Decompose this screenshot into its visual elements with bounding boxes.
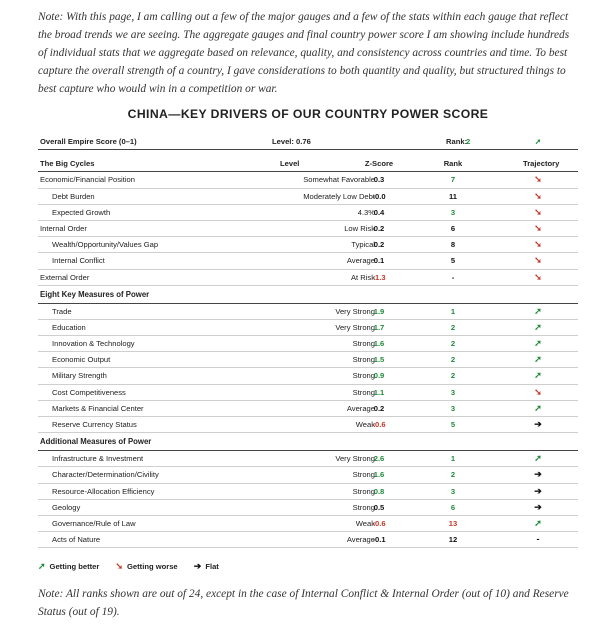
row-name: Economic/Financial Position bbox=[40, 175, 135, 185]
row-z-score: -0.6 bbox=[372, 420, 386, 429]
row-level: Strong bbox=[352, 371, 375, 381]
trajectory-icon: ➘ bbox=[534, 222, 542, 233]
row-level: Weak bbox=[355, 420, 375, 429]
trajectory-icon: ➚ bbox=[534, 321, 542, 332]
row-rank: 3 bbox=[450, 486, 456, 496]
row-name: Debt Burden bbox=[52, 191, 95, 201]
trajectory-icon: - bbox=[536, 534, 540, 545]
overall-rank-value: 2 bbox=[466, 137, 471, 146]
row-level: Strong bbox=[352, 339, 375, 349]
row-name: Internal Conflict bbox=[52, 256, 105, 266]
trajectory-icon: ➘ bbox=[534, 174, 542, 185]
row-name: Education bbox=[52, 322, 86, 332]
overall-score-row bbox=[38, 134, 578, 150]
trajectory-icon: ➚ bbox=[534, 402, 542, 413]
legend bbox=[38, 561, 233, 572]
legend-flat: ➔ Flat bbox=[193, 561, 219, 571]
eight-key-section-title bbox=[38, 286, 578, 304]
row-name: Military Strength bbox=[52, 371, 107, 381]
row-rank: 2 bbox=[450, 371, 456, 381]
row-name: Infrastructure & Investment bbox=[52, 454, 144, 464]
row-z-score: 1.6 bbox=[373, 470, 385, 480]
row-z-score: 1.6 bbox=[373, 339, 385, 349]
row-z-score: 2.6 bbox=[373, 454, 385, 464]
row-z-score: 0.8 bbox=[373, 486, 385, 496]
trajectory-icon: ➘ bbox=[534, 190, 542, 201]
trajectory-icon: ➚ bbox=[534, 354, 542, 365]
eight-key-section bbox=[38, 304, 578, 434]
row-z-score: -0.0 bbox=[372, 191, 386, 201]
row-level: Strong bbox=[352, 387, 375, 397]
row-rank: 2 bbox=[450, 355, 456, 365]
table-row bbox=[38, 205, 578, 221]
row-rank: 8 bbox=[450, 240, 456, 250]
row-name: Wealth/Opportunity/Values Gap bbox=[52, 240, 159, 250]
row-name: External Order bbox=[40, 272, 90, 282]
row-name: Cost Competitiveness bbox=[52, 387, 126, 397]
row-rank: 6 bbox=[450, 223, 456, 233]
row-rank: 12 bbox=[448, 535, 458, 545]
row-z-score: 0.3 bbox=[373, 175, 385, 185]
row-z-score: 0.2 bbox=[373, 403, 385, 413]
row-level: Strong bbox=[352, 486, 375, 496]
row-rank: - bbox=[451, 272, 455, 282]
arrow-up-icon: ➚ bbox=[38, 561, 46, 571]
row-name: Economic Output bbox=[52, 355, 111, 365]
table-title: CHINA—KEY DRIVERS OF OUR COUNTRY POWER SCORE bbox=[127, 107, 489, 121]
trajectory-icon: ➚ bbox=[534, 453, 542, 464]
row-z-score: 1.9 bbox=[373, 306, 385, 316]
row-rank: 5 bbox=[450, 420, 456, 429]
trajectory-icon: ➚ bbox=[534, 305, 542, 316]
row-z-score: 0.2 bbox=[373, 223, 385, 233]
additional-section bbox=[38, 451, 578, 548]
row-z-score: 0.2 bbox=[373, 240, 385, 250]
big-cycles-section bbox=[38, 172, 578, 285]
row-name: Markets & Financial Center bbox=[52, 403, 144, 413]
col-level-header: Level bbox=[280, 159, 300, 169]
legend-worse: ➘ Getting worse bbox=[115, 561, 178, 571]
row-z-score: -0.1 bbox=[372, 535, 386, 545]
power-score-table bbox=[38, 134, 578, 548]
row-level: Average bbox=[346, 403, 375, 413]
row-rank: 2 bbox=[450, 470, 456, 480]
row-level: Very Strong bbox=[335, 454, 375, 464]
table-row bbox=[38, 253, 578, 269]
row-name: Character/Determination/Civility bbox=[52, 470, 159, 480]
table-row bbox=[38, 385, 578, 401]
row-rank: 13 bbox=[448, 518, 458, 528]
arrow-right-icon: ➔ bbox=[193, 561, 202, 571]
row-name: Internal Order bbox=[40, 223, 87, 233]
table-row bbox=[38, 484, 578, 500]
eight-key-title: Eight Key Measures of Power bbox=[40, 289, 150, 299]
row-level: Moderately Low Debt bbox=[303, 191, 375, 201]
row-rank: 3 bbox=[450, 387, 456, 397]
trajectory-icon: ➔ bbox=[534, 485, 542, 496]
row-rank: 1 bbox=[450, 454, 456, 464]
row-z-score: 1.5 bbox=[373, 355, 385, 365]
trajectory-icon: ➘ bbox=[534, 206, 542, 217]
row-level: Average bbox=[346, 535, 375, 545]
table-row bbox=[38, 451, 578, 467]
row-level: 4.3% bbox=[357, 207, 375, 217]
row-rank: 2 bbox=[450, 339, 456, 349]
row-z-score: 1.1 bbox=[373, 387, 385, 397]
row-rank: 3 bbox=[450, 207, 456, 217]
column-header-row bbox=[38, 156, 578, 172]
trajectory-icon: ➔ bbox=[534, 419, 542, 429]
row-level: At Risk bbox=[350, 272, 375, 282]
intro-note: Note: With this page, I am calling out a few of the major gauges and a few of the stats within each gauge that reflect the broad trends we are seeing. The aggregate gauges and final country power score I am showing include hundreds of individual stats that we aggregate based on relevance, quality, and consistency across countries and time. To best capture the overall strength of a country, I gave considerations to both quantity and quality, but structured things to best capture who would win in a competition or war. bbox=[38, 11, 570, 95]
table-row bbox=[38, 352, 578, 368]
table-row bbox=[38, 270, 578, 286]
row-name: Geology bbox=[52, 502, 81, 512]
row-name: Expected Growth bbox=[52, 207, 111, 217]
row-rank: 11 bbox=[448, 191, 458, 201]
row-name: Trade bbox=[52, 306, 72, 316]
row-z-score: 0.4 bbox=[373, 207, 385, 217]
row-rank: 2 bbox=[450, 322, 456, 332]
row-name: Reserve Currency Status bbox=[52, 420, 137, 429]
trajectory-icon: ➚ bbox=[534, 370, 542, 381]
table-row bbox=[38, 237, 578, 253]
row-name: Governance/Rule of Law bbox=[52, 518, 136, 528]
trajectory-icon: ➘ bbox=[534, 271, 542, 282]
row-z-score: 1.7 bbox=[373, 322, 385, 332]
additional-section-title bbox=[38, 433, 578, 451]
table-row bbox=[38, 467, 578, 483]
trajectory-icon: ➚ bbox=[534, 517, 542, 528]
table-row bbox=[38, 417, 578, 433]
table-row bbox=[38, 221, 578, 237]
row-name: Resource-Allocation Efficiency bbox=[52, 486, 155, 496]
additional-title: Additional Measures of Power bbox=[40, 437, 152, 447]
row-name: Acts of Nature bbox=[52, 535, 101, 545]
table-row bbox=[38, 516, 578, 532]
row-rank: 3 bbox=[450, 403, 456, 413]
table-row bbox=[38, 189, 578, 205]
col-z-header: Z-Score bbox=[364, 159, 394, 169]
row-level: Strong bbox=[352, 470, 375, 480]
overall-trajectory-icon: ➚ bbox=[534, 137, 542, 146]
table-row bbox=[38, 172, 578, 188]
row-level: Very Strong bbox=[335, 322, 375, 332]
row-z-score: 0.5 bbox=[373, 502, 385, 512]
row-name: Innovation & Technology bbox=[52, 339, 135, 349]
row-level: Low Risk bbox=[344, 223, 375, 233]
row-z-score: 0.9 bbox=[373, 371, 385, 381]
row-z-score: -0.6 bbox=[372, 518, 386, 528]
row-level: Very Strong bbox=[335, 306, 375, 316]
trajectory-icon: ➚ bbox=[534, 338, 542, 349]
table-row bbox=[38, 401, 578, 417]
row-level: Weak bbox=[355, 518, 375, 528]
row-level: Typical bbox=[351, 240, 375, 250]
row-z-score: -1.3 bbox=[372, 272, 386, 282]
table-row bbox=[38, 532, 578, 548]
overall-rank-label: Rank: bbox=[446, 137, 468, 146]
row-level: Strong bbox=[352, 355, 375, 365]
col-name-header: The Big Cycles bbox=[40, 159, 95, 169]
table-row bbox=[38, 304, 578, 320]
arrow-down-icon: ➘ bbox=[115, 561, 124, 571]
legend-better: ➚ Getting better bbox=[38, 561, 100, 571]
row-rank: 1 bbox=[450, 306, 456, 316]
trajectory-icon: ➔ bbox=[534, 501, 542, 512]
col-traj-header: Trajectory bbox=[523, 159, 560, 169]
trajectory-icon: ➘ bbox=[534, 255, 542, 266]
row-z-score: 0.1 bbox=[373, 256, 385, 266]
row-level: Somewhat Favorable bbox=[303, 175, 375, 185]
row-level: Strong bbox=[352, 502, 375, 512]
trajectory-icon: ➘ bbox=[534, 386, 542, 397]
trajectory-icon: ➘ bbox=[534, 239, 542, 250]
table-row bbox=[38, 500, 578, 516]
row-rank: 7 bbox=[450, 175, 456, 185]
row-rank: 5 bbox=[450, 256, 456, 266]
row-level: Average bbox=[346, 256, 375, 266]
footnote: Note: All ranks shown are out of 24, except in the case of Internal Conflict & Internal Order (out of 10) and Reserve Status (out of 19). bbox=[38, 588, 569, 618]
col-rank-header: Rank bbox=[443, 159, 463, 169]
table-row bbox=[38, 336, 578, 352]
table-row bbox=[38, 368, 578, 384]
row-rank: 6 bbox=[450, 502, 456, 512]
table-row bbox=[38, 320, 578, 336]
trajectory-icon: ➔ bbox=[534, 469, 542, 480]
overall-label: Overall Empire Score (0–1) bbox=[40, 137, 137, 146]
overall-level: Level: 0.76 bbox=[272, 137, 311, 146]
